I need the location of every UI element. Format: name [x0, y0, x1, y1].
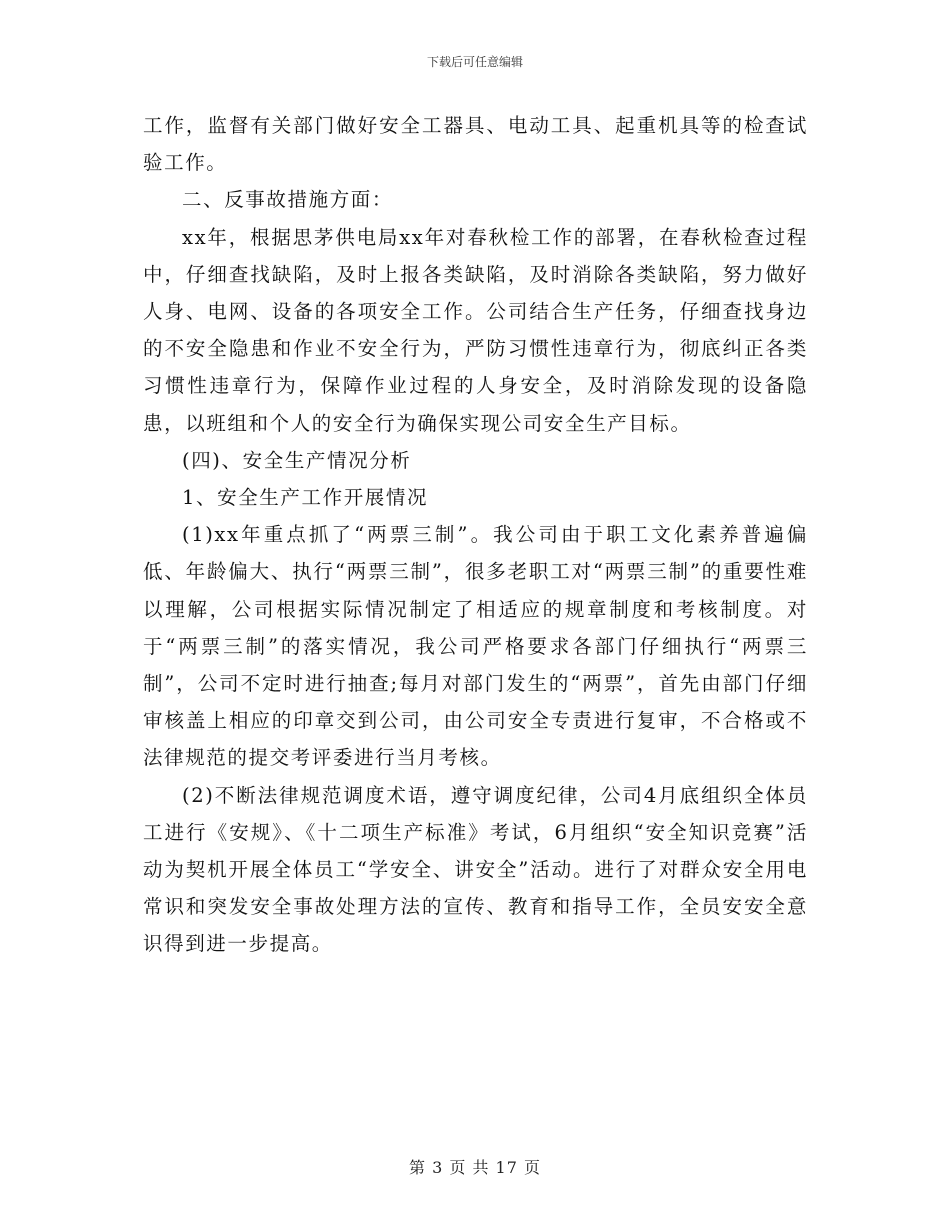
document-body	[143, 107, 808, 963]
section-heading: 二、反事故措施方面：	[182, 188, 394, 212]
paragraph: 工作，监督有关部门做好安全工器具、电动工具、起重机具等的检查试验工作。	[143, 114, 808, 175]
paragraph: (1)xx年重点抓了“两票三制”。我公司由于职工文化素养普遍偏低、年龄偏大、执行“两票三制”，很多老职工对“两票三制”的重要性难以理解，公司根据实际情况制定了相适应的规章制度和考核制度。对于“两票三制”的落实情况，我公司严格要求各部门仔细执行“两票三制”，公司不定时进行抽查;每月对部门发生的“两票”，首先由部门仔细审核盖上相应的印章交到公司，由公司安全专责进行复审，不合格或不法律规范的提交考评委进行当月考核。	[143, 523, 808, 770]
section-heading: (四)、安全生产情况分析	[182, 448, 412, 472]
page-header: 下载后可任意编辑	[426, 55, 523, 69]
subsection-heading: 1、安全生产工作开展情况	[182, 486, 429, 510]
paragraph: xx年，根据思茅供电局xx年对春秋检工作的部署，在春秋检查过程中，仔细查找缺陷，及时上报各类缺陷，及时消除各类缺陷，努力做好人身、电网、设备的各项安全工作。公司结合生产任务，仔细查找身边的不安全隐患和作业不安全行为，严防习惯性违章行为，彻底纠正各类习惯性违章行为，保障作业过程的人身安全，及时消除发现的设备隐患，以班组和个人的安全行为确保实现公司安全生产目标。	[143, 225, 808, 435]
page-number: 第 3 页 共 17 页	[409, 1158, 541, 1177]
paragraph: (2)不断法律规范调度术语，遵守调度纪律，公司4月底组织全体员工进行《安规》、《十二项生产标准》考试，6月组织“安全知识竞赛”活动为契机开展全体员工“学安全、讲安全”活动。进行了对群众安全用电常识和突发安全事故处理方法的宣传、教育和指导工作，全员安安全意识得到进一步提高。	[143, 783, 808, 956]
